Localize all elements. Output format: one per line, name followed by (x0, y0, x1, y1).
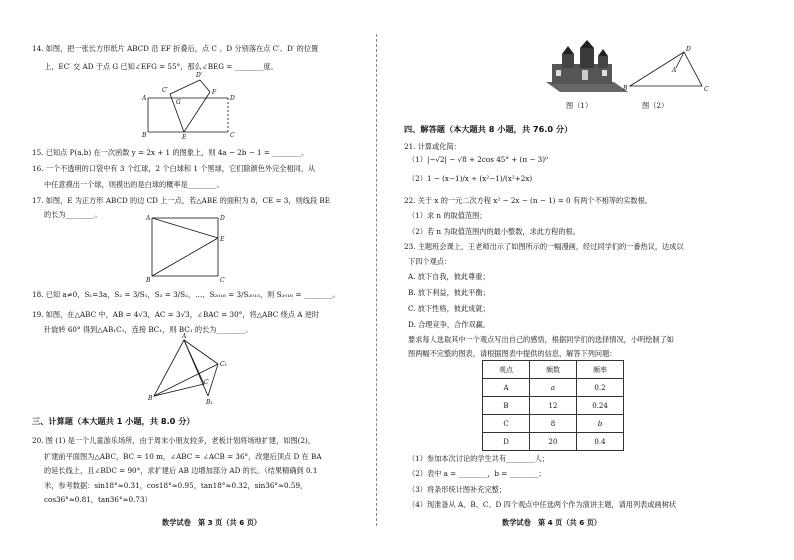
right-footer: 数学试卷 第 4 页（共 6 页） (502, 518, 602, 527)
q17-square-figure (146, 212, 236, 282)
q23-option-a: A. 放下自我，彼此尊重； (408, 272, 490, 281)
q20-line2: 扩建前平面图为△ABC，BC = 10 m，∠ABC = ∠ACB = 36°，改建后顶点 D 在 BA (44, 452, 322, 461)
table-header: 观点 (483, 361, 530, 379)
q22-part2: （2）若 n 为取值范围内的最小整数，求此方程的根。 (408, 227, 580, 236)
q14-label-D: D (230, 95, 235, 102)
q14-line2: 上，EC′ 交 AD 于点 G 已知∠EFG = 55°，那么∠BEG = ________度。 (44, 62, 278, 71)
q17-label-A: A (146, 215, 151, 222)
fig2-label-B: B (623, 85, 628, 92)
table-row (483, 397, 624, 415)
frequency-table (482, 360, 624, 451)
q19-label-B1: B₁ (206, 399, 213, 406)
q18: 18. 已知 a≠0，S₁=3a，S₂ = 3/S₁，S₃ = 3/S₂，…，S₂₀₁₆ = 3/S₂₀₁₅，则 S₂₀₁₆ = ________。 (32, 290, 340, 299)
figure-2-caption: 图（2） (642, 101, 669, 110)
table-cell: 0.24 (577, 397, 624, 415)
q19-label-C1: C₁ (220, 361, 227, 368)
q14-label-C1: C′ (162, 87, 168, 94)
q17-label-B: B (146, 277, 151, 284)
left-footer: 数学试卷 第 3 页（共 6 页） (162, 518, 262, 527)
left-page (0, 0, 372, 560)
section-3-title: 三、计算题（本大题共 1 小题，共 8.0 分） (32, 416, 195, 426)
table-row (483, 415, 624, 433)
q17-label-C: C (220, 277, 225, 284)
section-4-title: 四、解答题（本大题共 8 小题，共 76.0 分） (404, 124, 573, 134)
q19-rotation-figure (146, 334, 236, 404)
table-cell: 0.2 (577, 379, 624, 397)
q20-line5: cos36°≈0.81，tan36°≈0.73） (44, 495, 152, 504)
q22-title: 22. 关于 x 的一元二次方程 x² − 2x − (n − 1) = 0 有两个不相等的实数根。 (404, 196, 652, 205)
q17-label-E: E (220, 236, 225, 243)
fig2-label-C: C (704, 86, 709, 93)
q14-label-D1: D′ (196, 72, 203, 79)
table-cell: 12 (530, 397, 577, 415)
q14-label-C: C (230, 132, 235, 139)
q23-requirement-1: 要求每人选取其中一个观点写出自己的感悟，根据同学们的选择情况，小明绘制了如 (408, 335, 674, 344)
table-cell: C (483, 415, 530, 433)
q21-part1: （1）|−√2| − √8 + 2cos 45° + (π − 3)⁰ (408, 155, 548, 164)
q21-part2: （2）1 − (x−1)/x ÷ (x²−1)/(x²+2x) (408, 174, 533, 183)
castle-illustration (542, 40, 632, 100)
q16-line2: 中任意摸出一个球，则摸出的是白球的概率是________。 (44, 180, 224, 189)
q23-subquestion-3: （3）将条形统计图补充完整； (408, 485, 507, 494)
q19-line2: 针旋转 60° 得到△AB₁C₁，连接 BC₁，则 BC₁ 的长为________。 (44, 325, 253, 334)
q20-line4: 米，参考数据：sin18°≈0.31，cos18°≈0.95，tan18°≈0.32，sin36°≈0.59， (44, 481, 308, 490)
table-header: 频率 (577, 361, 624, 379)
q17-line2: 的长为________。 (44, 210, 102, 219)
q23-line2: 下四个观点： (408, 257, 452, 266)
q23-subquestion-1: （1）参加本次讨论的学生共有________人； (408, 454, 550, 463)
q14-label-F: F (212, 89, 217, 96)
page-divider (376, 34, 377, 526)
q23-subquestion-2: （2）表中 a = ________，b = ________； (408, 469, 546, 478)
figure-2-triangle (622, 44, 712, 94)
q23-option-d: D. 合理竞争，合作双赢。 (408, 320, 490, 329)
q23-option-c: C. 放下性格，彼此成就； (408, 304, 490, 313)
q21-title: 21. 计算或化简： (404, 142, 461, 151)
q19-label-A: A (182, 333, 187, 340)
table-cell: 20 (530, 433, 577, 451)
table-header-row (483, 361, 624, 379)
q14-label-G: G (176, 99, 181, 106)
table-cell: a (530, 379, 577, 397)
q23-requirement-2: 图两幅不完整的图表，请根据图表中提供的信息，解答下列问题： (408, 349, 617, 358)
q14-label-A: A (142, 95, 147, 102)
q23-line1: 23. 主题班会课上，王老师出示了如图所示的一幅漫画，经过同学们的一番热议，达成以 (404, 242, 684, 251)
q17-label-D: D (220, 215, 225, 222)
right-page (386, 0, 794, 560)
table-cell: b (577, 415, 624, 433)
q20-line3: 的延长线上，且∠BDC = 90°，求扩建后 AB 边增加部分 AD 的长。（结果精确到 0.1 (44, 466, 318, 475)
table-cell: 0.4 (577, 433, 624, 451)
q14-line1: 14. 如图，把一张长方形纸片 ABCD 沿 EF 折叠后，点 C 、D 分别落在点 C′、D′ 的位置 (32, 44, 319, 53)
q16-line1: 16. 一个不透明的口袋中有 3 个红球，2 个白球和 1 个黑球，它们除颜色外完全相同，从 (32, 164, 316, 173)
table-row (483, 379, 624, 397)
q19-line1: 19. 如图，在△ABC 中，AB = 4√3，AC = 3√3，∠BAC = 30°，将△ABC 绕点 A 逆时 (32, 310, 320, 319)
q20-line1: 20. 图 (1) 是一个儿童游乐场所，由于周末小朋友较多，老板计划将场地扩建，如图(2)， (32, 436, 316, 445)
q23-subquestion-4: （4）现准备从 A、B、C、D 四个观点中任选两个作为演讲主题，请用列表或画树状 (408, 500, 677, 509)
q14-fold-figure (140, 70, 240, 140)
q14-label-B: B (142, 132, 147, 139)
q23-option-b: B. 放下利益，彼此平衡； (408, 288, 490, 297)
table-cell: D (483, 433, 530, 451)
table-cell: 8 (530, 415, 577, 433)
q19-label-C: C (204, 379, 209, 386)
fig2-label-A: A (672, 67, 677, 74)
table-header: 频数 (530, 361, 577, 379)
figure-1-caption: 图（1） (566, 101, 593, 110)
q17-line1: 17. 如图，E 为正方形 ABCD 的边 CD 上一点，若△ABE 的面积为 8，CE = 3，则线段 BE (32, 196, 330, 205)
q14-label-E: E (182, 134, 187, 141)
table-cell: B (483, 397, 530, 415)
fig2-label-D: D (686, 46, 691, 53)
table-cell: A (483, 379, 530, 397)
table-row (483, 433, 624, 451)
q19-label-B: B (148, 395, 153, 402)
q15: 15. 已知点 P(a,b) 在一次函数 y = 2x + 1 的图象上，则 4a − 2b − 1 = ________。 (32, 148, 309, 157)
q22-part1: （1）求 n 的取值范围； (408, 211, 487, 220)
